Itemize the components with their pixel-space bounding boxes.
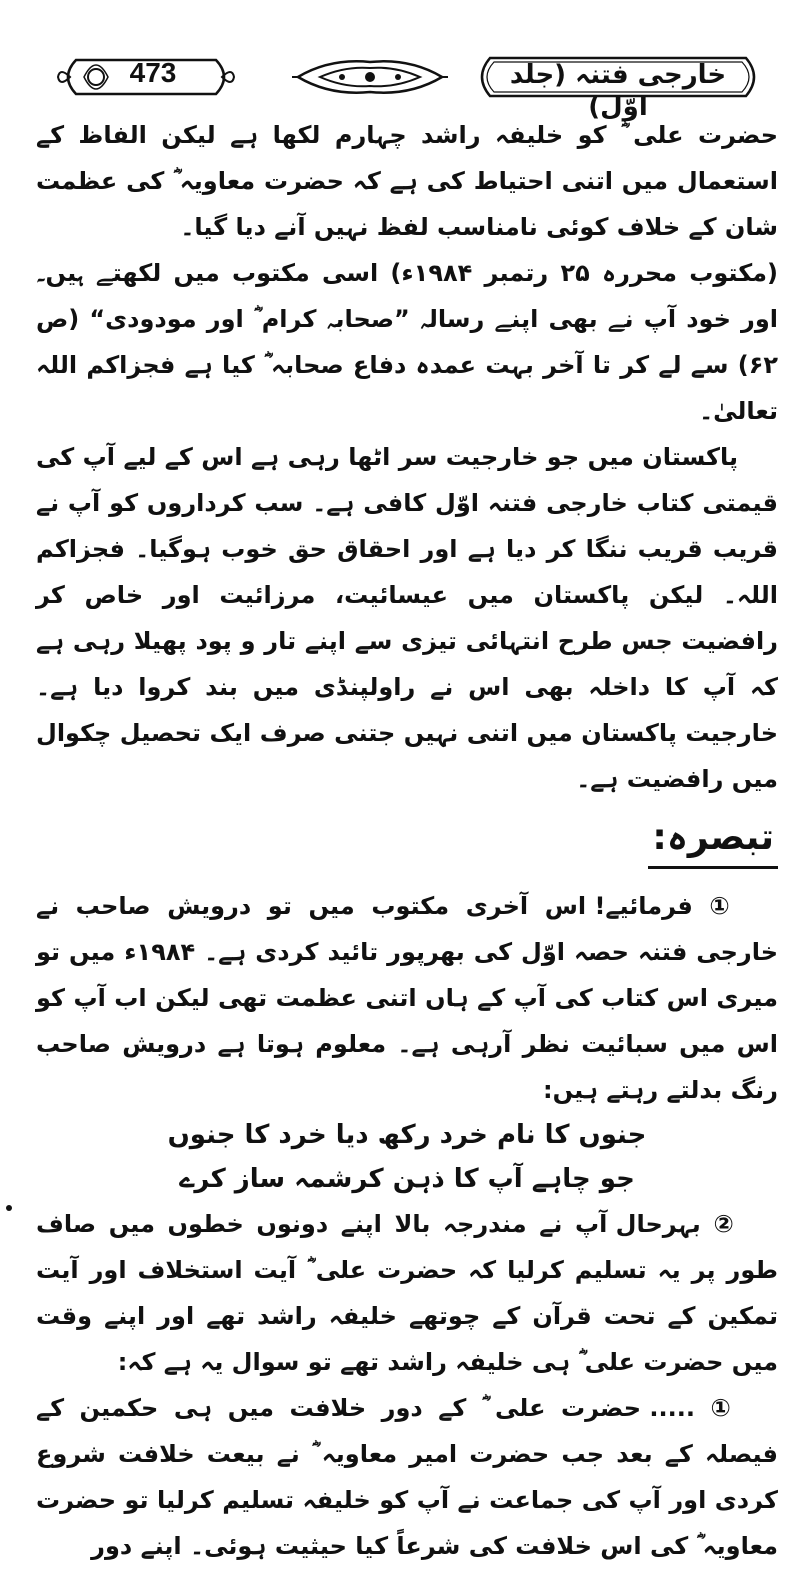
- numbered-paragraph: [36, 1385, 778, 1569]
- numbered-paragraph: [36, 1201, 778, 1385]
- paragraph: (مکتوب محررہ ۲۵ رتمبر ۱۹۸۴ء) اسی مکتوب میں لکھتے ہیں۔ اور خود آپ نے بھی اپنے رسالہ ”صحابہ کرام ؓ اور مودودی“ (ص ۶۲) سے لے کر تا آخر بہت عمدہ دفاع صحابہ ؓ کیا ہے فجزاکم اللہ تعالیٰ۔: [36, 259, 778, 425]
- paragraph-text: فرمائیے! اس آخری مکتوب میں تو درویش صاحب نے خارجی فتنہ حصہ اوّل کی بھرپور تائید کردی ہے۔ ۱۹۸۴ء میں تو میری اس کتاب کی آپ کے ہاں اتنی عظمت تھی لیکن اب آپ کو اس میں سبائیت نظر آرہی ہے۔ معلوم ہوتا ہے درویش صاحب رنگ بدلتے رہتے ہیں:: [36, 892, 778, 1104]
- book-title: خارجی فتنہ (جلد اوّل): [509, 60, 727, 122]
- verse-line: جنوں کا نام خرد رکھ دیا خرد کا جنوں: [167, 1120, 647, 1150]
- numbered-paragraph: [36, 883, 778, 1113]
- running-header: [40, 50, 771, 122]
- list-number: ②: [713, 1210, 739, 1238]
- page-number: 473: [129, 57, 177, 88]
- list-number: ①: [710, 1394, 739, 1422]
- verse-line: جو چاہے آپ کا ذہن کرشمہ ساز کرے: [179, 1164, 635, 1194]
- center-ornament-icon: [290, 56, 450, 98]
- page-body: [36, 112, 778, 1560]
- paragraph-text: ..... حضرت علی ؓ کے دور خلافت میں ہی حکمین کے فیصلہ کے بعد جب حضرت امیر معاویہ ؓ نے بیعت خلافت شروع کردی اور آپ کی جماعت نے آپ کو خلیفہ تسلیم کرلیا تو حضرت معاویہ ؓ کی اس خلافت کی شرعاً کیا حیثیت ہوئی۔ اپنے دور: [36, 1394, 778, 1560]
- section-heading-wrap: [36, 802, 778, 883]
- section-heading: تبصرہ:: [648, 812, 778, 869]
- paragraph-text: بہرحال آپ نے مندرجہ بالا اپنے دونوں خطوں میں صاف طور پر یہ تسلیم کرلیا کہ حضرت علی ؓ آیت استخلاف اور آیت تمکین کے تحت قرآن کے چوتھے خلیفہ راشد تھے اور اپنے وقت میں حضرت علی ؓ ہی خلیفہ راشد تھے تو سوال یہ ہے کہ:: [36, 1210, 778, 1376]
- paragraph: حضرت علی ؓ کو خلیفہ راشد چہارم لکھا ہے لیکن الفاظ کے استعمال میں اتنی احتیاط کی ہے کہ حضرت معاویہ ؓ کی عظمت شان کے خلاف کوئی نامناسب لفظ نہیں آنے دیا گیا۔: [36, 121, 778, 241]
- list-number: ①: [709, 892, 738, 920]
- margin-dot: [6, 1205, 12, 1211]
- paragraph: پاکستان میں جو خارجیت سر اٹھا رہی ہے اس کے لیے آپ کی قیمتی کتاب خارجی فتنہ اوّل کافی ہے۔ سب کرداروں کو آپ نے قریب قریب ننگا کر دیا ہے اور احقاق حق خوب ہوگیا۔ فجزاکم اللہ۔ لیکن پاکستان میں عیسائیت، مرزائیت اور خاص کر رافضیت جس طرح انتہائی تیزی سے اپنے تار و پود پھیلا رہی ہے کہ آپ کا داخلہ بھی اس نے راولپنڈی میں بند کروا دیا ہے۔ خارجیت پاکستان میں اتنی نہیں جتنی صرف ایک تحصیل چکوال میں رافضیت ہے۔: [36, 443, 778, 793]
